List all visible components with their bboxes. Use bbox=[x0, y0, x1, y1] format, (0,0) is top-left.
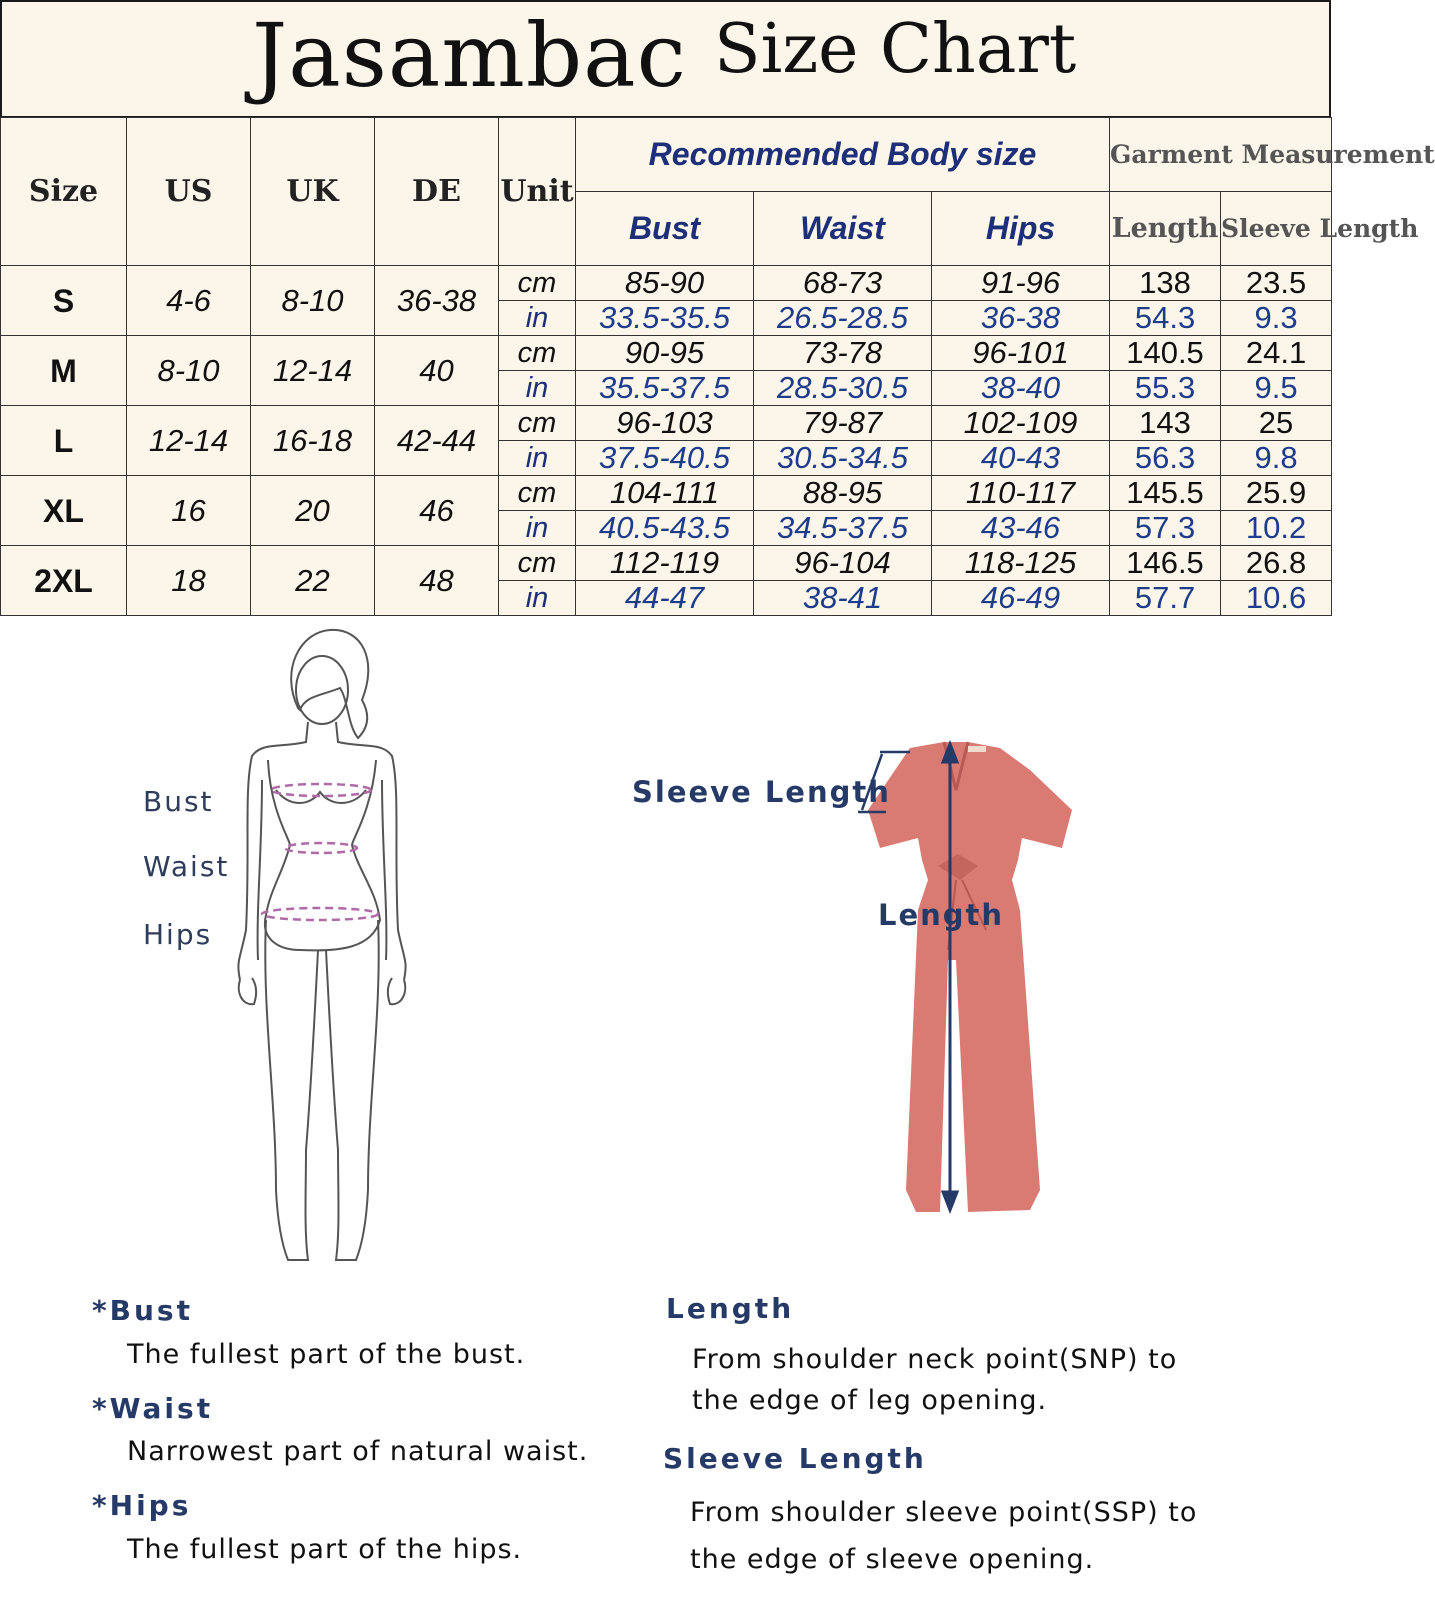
chart-title: Size Chart bbox=[714, 10, 1077, 89]
unit-cell: in bbox=[499, 301, 576, 336]
def-sleeve-text-2: the edge of sleeve opening. bbox=[690, 1544, 1095, 1575]
def-waist-title: *Waist bbox=[92, 1392, 214, 1425]
table-row bbox=[1, 336, 1332, 371]
bust-cm-cell: 112-119 bbox=[576, 546, 754, 581]
us-cell: 18 bbox=[127, 546, 251, 616]
sleeve-cm-cell: 24.1 bbox=[1221, 336, 1332, 371]
uk-cell: 12-14 bbox=[251, 336, 375, 406]
uk-cell: 8-10 bbox=[251, 266, 375, 336]
hips-in-cell: 38-40 bbox=[932, 371, 1110, 406]
waist-cm-cell: 79-87 bbox=[754, 406, 932, 441]
waist-cm-cell: 68-73 bbox=[754, 266, 932, 301]
size-cell: 2XL bbox=[1, 546, 127, 616]
header-recommended-body-size: Recommended Body size bbox=[576, 118, 1110, 192]
hips-cm-cell: 102-109 bbox=[932, 406, 1110, 441]
length-cm-cell: 145.5 bbox=[1110, 476, 1221, 511]
header-waist: Waist bbox=[754, 192, 932, 266]
title-band bbox=[0, 0, 1331, 118]
length-cm-cell: 146.5 bbox=[1110, 546, 1221, 581]
waist-in-cell: 38-41 bbox=[754, 581, 932, 616]
de-cell: 36-38 bbox=[375, 266, 499, 336]
body-outline-figure bbox=[238, 630, 405, 1260]
table-row bbox=[1, 546, 1332, 581]
waist-in-cell: 28.5-30.5 bbox=[754, 371, 932, 406]
waist-cm-cell: 96-104 bbox=[754, 546, 932, 581]
def-sleeve-title: Sleeve Length bbox=[663, 1442, 927, 1475]
sleeve-in-cell: 10.2 bbox=[1221, 511, 1332, 546]
def-length-title: Length bbox=[666, 1292, 795, 1325]
bust-cm-cell: 96-103 bbox=[576, 406, 754, 441]
bust-in-cell: 44-47 bbox=[576, 581, 754, 616]
hips-in-cell: 40-43 bbox=[932, 441, 1110, 476]
hips-in-cell: 43-46 bbox=[932, 511, 1110, 546]
size-table bbox=[0, 117, 1435, 616]
def-length-text-1: From shoulder neck point(SNP) to bbox=[692, 1344, 1178, 1375]
length-in-cell: 57.7 bbox=[1110, 581, 1221, 616]
size-cell: S bbox=[1, 266, 127, 336]
length-cm-cell: 140.5 bbox=[1110, 336, 1221, 371]
illustrations bbox=[0, 630, 1331, 1290]
size-cell: L bbox=[1, 406, 127, 476]
unit-cell: cm bbox=[499, 476, 576, 511]
header-unit: Unit bbox=[499, 118, 576, 266]
waist-label: Waist bbox=[143, 850, 230, 883]
de-cell: 40 bbox=[375, 336, 499, 406]
us-cell: 4-6 bbox=[127, 266, 251, 336]
header-de: DE bbox=[375, 118, 499, 266]
brand-name: Jasambac bbox=[252, 4, 687, 107]
def-bust-title: *Bust bbox=[92, 1294, 193, 1327]
sleeve-cm-cell: 25 bbox=[1221, 406, 1332, 441]
length-cm-cell: 138 bbox=[1110, 266, 1221, 301]
size-cell: XL bbox=[1, 476, 127, 546]
header-sleeve-length: Sleeve Length bbox=[1221, 192, 1332, 266]
waist-cm-cell: 73-78 bbox=[754, 336, 932, 371]
table-row bbox=[1, 266, 1332, 301]
unit-cell: in bbox=[499, 371, 576, 406]
sleeve-in-cell: 9.5 bbox=[1221, 371, 1332, 406]
sleeve-in-cell: 9.3 bbox=[1221, 301, 1332, 336]
uk-cell: 20 bbox=[251, 476, 375, 546]
hips-cm-cell: 110-117 bbox=[932, 476, 1110, 511]
hips-cm-cell: 118-125 bbox=[932, 546, 1110, 581]
de-cell: 46 bbox=[375, 476, 499, 546]
sleeve-in-cell: 9.8 bbox=[1221, 441, 1332, 476]
uk-cell: 22 bbox=[251, 546, 375, 616]
unit-cell: cm bbox=[499, 336, 576, 371]
hips-cm-cell: 91-96 bbox=[932, 266, 1110, 301]
sleeve-in-cell: 10.6 bbox=[1221, 581, 1332, 616]
table-row bbox=[1, 476, 1332, 511]
def-hips-title: *Hips bbox=[92, 1489, 192, 1522]
us-cell: 12-14 bbox=[127, 406, 251, 476]
bust-in-cell: 33.5-35.5 bbox=[576, 301, 754, 336]
hips-label: Hips bbox=[143, 918, 213, 951]
def-bust-text: The fullest part of the bust. bbox=[127, 1339, 526, 1370]
bust-label: Bust bbox=[143, 785, 214, 818]
bust-in-cell: 35.5-37.5 bbox=[576, 371, 754, 406]
unit-cell: in bbox=[499, 441, 576, 476]
def-length-text-2: the edge of leg opening. bbox=[692, 1385, 1048, 1416]
header-length: Length bbox=[1110, 192, 1221, 266]
header-us: US bbox=[127, 118, 251, 266]
measure-lines bbox=[262, 784, 378, 920]
unit-cell: in bbox=[499, 511, 576, 546]
unit-cell: cm bbox=[499, 266, 576, 301]
hips-in-cell: 46-49 bbox=[932, 581, 1110, 616]
sleeve-length-label: Sleeve Length bbox=[632, 775, 891, 809]
waist-cm-cell: 88-95 bbox=[754, 476, 932, 511]
def-waist-text: Narrowest part of natural waist. bbox=[127, 1436, 589, 1467]
uk-cell: 16-18 bbox=[251, 406, 375, 476]
de-cell: 48 bbox=[375, 546, 499, 616]
us-cell: 8-10 bbox=[127, 336, 251, 406]
length-in-cell: 54.3 bbox=[1110, 301, 1221, 336]
header-uk: UK bbox=[251, 118, 375, 266]
length-in-cell: 56.3 bbox=[1110, 441, 1221, 476]
bust-cm-cell: 90-95 bbox=[576, 336, 754, 371]
table-row bbox=[1, 406, 1332, 441]
hips-cm-cell: 96-101 bbox=[932, 336, 1110, 371]
unit-cell: cm bbox=[499, 406, 576, 441]
bust-in-cell: 40.5-43.5 bbox=[576, 511, 754, 546]
jumpsuit-illustration bbox=[868, 742, 1072, 1212]
sleeve-cm-cell: 25.9 bbox=[1221, 476, 1332, 511]
length-label: Length bbox=[878, 898, 1005, 932]
header-garment-measurement: Garment Measurement bbox=[1110, 118, 1332, 192]
us-cell: 16 bbox=[127, 476, 251, 546]
sleeve-cm-cell: 26.8 bbox=[1221, 546, 1332, 581]
sleeve-cm-cell: 23.5 bbox=[1221, 266, 1332, 301]
unit-cell: cm bbox=[499, 546, 576, 581]
bust-cm-cell: 104-111 bbox=[576, 476, 754, 511]
length-cm-cell: 143 bbox=[1110, 406, 1221, 441]
hips-in-cell: 36-38 bbox=[932, 301, 1110, 336]
unit-cell: in bbox=[499, 581, 576, 616]
header-bust: Bust bbox=[576, 192, 754, 266]
length-in-cell: 57.3 bbox=[1110, 511, 1221, 546]
length-in-cell: 55.3 bbox=[1110, 371, 1221, 406]
header-hips: Hips bbox=[932, 192, 1110, 266]
waist-in-cell: 34.5-37.5 bbox=[754, 511, 932, 546]
waist-in-cell: 26.5-28.5 bbox=[754, 301, 932, 336]
size-cell: M bbox=[1, 336, 127, 406]
bust-in-cell: 37.5-40.5 bbox=[576, 441, 754, 476]
de-cell: 42-44 bbox=[375, 406, 499, 476]
header-size: Size bbox=[1, 118, 127, 266]
def-hips-text: The fullest part of the hips. bbox=[127, 1534, 523, 1565]
waist-in-cell: 30.5-34.5 bbox=[754, 441, 932, 476]
bust-cm-cell: 85-90 bbox=[576, 266, 754, 301]
def-sleeve-text-1: From shoulder sleeve point(SSP) to bbox=[690, 1497, 1198, 1528]
